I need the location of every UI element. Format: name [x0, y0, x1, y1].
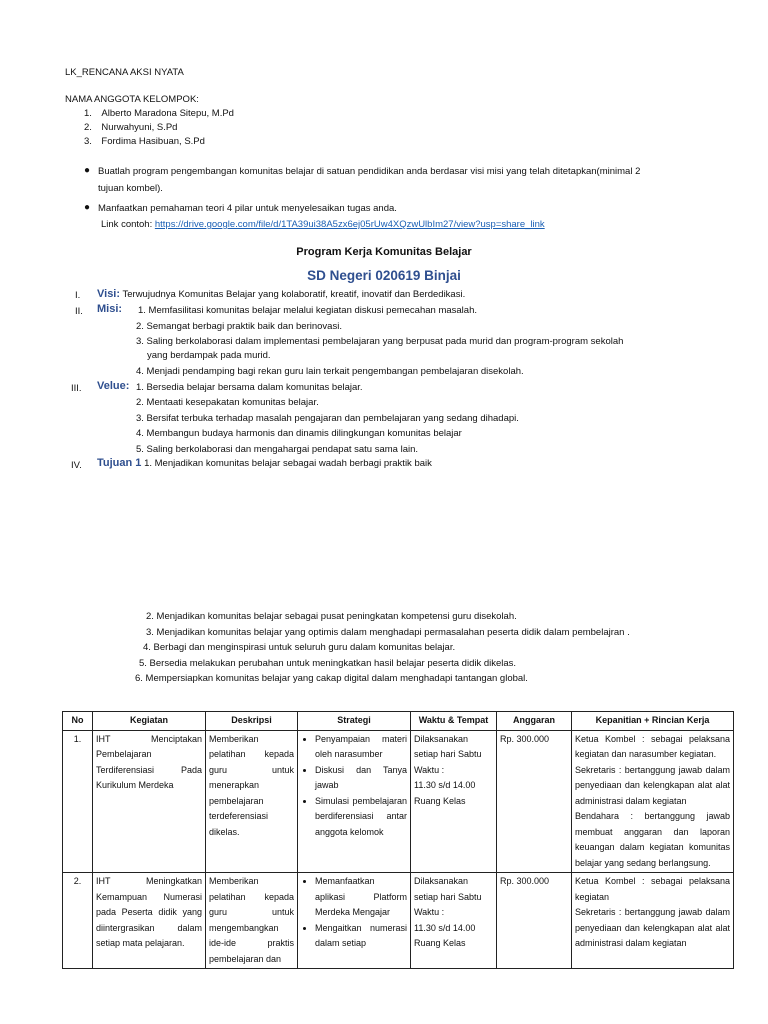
strategi-cell	[298, 873, 411, 969]
tujuan-item: 5. Bersedia melakukan perubahan untuk meningkatkan hasil belajar peserta didik dikelas.	[139, 658, 517, 669]
instruction-1: Buatlah program pengembangan komunitas belajar di satuan pendidikan anda berdasar visi misi yang telah ditetapkan(minimal 2	[98, 166, 641, 177]
column-header: Kepanitian + Rincian Kerja	[572, 712, 734, 731]
strategi-item: • Mengaitkan numerasi dalam setiap	[315, 921, 407, 952]
misi-item-cont: yang berdampak pada murid.	[147, 350, 271, 361]
column-header: Anggaran	[497, 712, 572, 731]
section-number: II.	[75, 306, 83, 317]
tujuan-item: 1. Menjadikan komunitas belajar sebagai wadah berbagi praktik baik	[144, 458, 432, 469]
strategi-item: • Diskusi dan Tanya jawab	[315, 763, 407, 794]
kepanitiaan-cell	[572, 873, 734, 969]
visi-text: Terwujudnya Komunitas Belajar yang kolaboratif, kreatif, inovatif dan Berdedikasi.	[122, 289, 466, 300]
member-item: 2. Nurwahyuni, S.Pd	[84, 122, 178, 133]
table-header-row	[63, 712, 734, 731]
bullet-icon: ●	[84, 165, 91, 176]
value-item: 2. Mentaati kesepakatan komunitas belajar.	[136, 397, 319, 408]
section-number: III.	[71, 383, 82, 394]
tujuan-item: 6. Mempersiapkan komunitas belajar yang cakap digital dalam menghadapi tantangan global.	[135, 673, 528, 684]
waktu-line: Dilaksanakan setiap hari Sabtu	[414, 876, 482, 902]
waktu-line: Waktu :	[414, 907, 445, 917]
anggaran-cell: Rp. 300.000	[497, 730, 572, 873]
visi-label: Visi:	[97, 288, 121, 300]
row-number: 1.	[63, 730, 93, 873]
row-number: 2.	[63, 873, 93, 969]
value-item: 3. Bersifat terbuka terhadap masalah pengajaran dan pembelajaran yang sedang dihadapi.	[136, 413, 519, 424]
visi-row	[97, 288, 465, 301]
misi-label: Misi:	[97, 303, 123, 315]
value-item: 4. Membangun budaya harmonis dan dinamis dilingkungan komunitas belajar	[136, 428, 462, 439]
member-item: 3. Fordima Hasibuan, S.Pd	[84, 136, 205, 147]
kegiatan-cell: IHT Meningkatkan Kemampuan Numerasi pada Peserta didik yang diintergrasikan dalam setiap mata pelajaran.	[93, 873, 206, 969]
strategi-cell	[298, 730, 411, 873]
misi-item: 3. Saling berkolaborasi dalam implementasi pembelajaran yang berpusat pada murid dan program-program sekolah	[136, 336, 624, 347]
waktu-line: Ruang Kelas	[414, 795, 466, 806]
column-header: No	[63, 712, 93, 731]
waktu-line: 11.30 s/d 14.00	[414, 780, 476, 790]
example-link-row	[101, 218, 545, 231]
table-row	[63, 730, 734, 873]
table-row	[63, 873, 734, 969]
deskripsi-cell: Memberikan pelatihan kepada guru untuk menerapkan pembelajaran terdeferensiasi dikelas.	[206, 730, 298, 873]
program-table	[62, 711, 734, 969]
kegiatan-cell: IHT Menciptakan Pembelajaran Terdiferensiasi Pada Kurikulum Merdeka	[93, 730, 206, 873]
column-header: Strategi	[298, 712, 411, 731]
kepanitiaan-line: Sekretaris : bertanggung jawab dalam penyediaan dan kelengkapan alat alat administrasi dalam kegiatan	[575, 907, 730, 948]
document-title: LK_RENCANA AKSI NYATA	[65, 67, 184, 78]
value-label: Velue:	[97, 380, 130, 392]
tujuan-label: Tujuan 1	[97, 457, 142, 469]
kepanitiaan-line: Bendahara : bertanggung jawab membuat anggaran dan laporan keuangan dalam kegiatan komunitas belajar yang sedang berlangsung.	[575, 811, 730, 868]
kepanitiaan-cell	[572, 730, 734, 873]
program-title: Program Kerja Komunitas Belajar	[296, 246, 472, 258]
kepanitiaan-line: Ketua Kombel : sebagai pelaksana kegiatan	[575, 876, 730, 902]
tujuan-item: 4. Berbagi dan menginspirasi untuk seluruh guru dalam komunitas belajar.	[143, 642, 456, 653]
waktu-line: Dilaksanakan setiap hari Sabtu	[414, 733, 482, 759]
section-number: I.	[75, 290, 81, 301]
bullet-icon: ●	[84, 202, 91, 213]
waktu-line: Ruang Kelas	[414, 938, 466, 948]
strategi-item: • Penyampaian materi oleh narasumber	[315, 732, 407, 763]
example-link[interactable]: https://drive.google.com/file/d/1TA39ui38A5zx6ej05rUw4XQzwUlbIm27/view?usp=share_link	[154, 219, 545, 230]
instruction-2: Manfaatkan pemahaman teori 4 pilar untuk menyelesaikan tugas anda.	[98, 203, 397, 214]
column-header: Waktu & Tempat	[411, 712, 497, 731]
waktu-cell	[411, 730, 497, 873]
waktu-line: Waktu :	[414, 764, 445, 775]
value-item: 5. Saling berkolaborasi dan mengahargai pendapat satu sama lain.	[136, 444, 419, 455]
tujuan-item: 3. Menjadikan komunitas belajar yang optimis dalam menghadapi permasalahan peserta didik dalam pembelajran .	[146, 627, 630, 638]
school-title: SD Negeri 020619 Binjai	[307, 268, 461, 283]
strategi-item: • Memanfaatkan aplikasi Platform Merdeka Mengajar	[315, 874, 407, 921]
member-item: 1. Alberto Maradona Sitepu, M.Pd	[84, 108, 234, 119]
misi-item: 2. Semangat berbagi praktik baik dan berinovasi.	[136, 321, 342, 332]
waktu-line: 11.30 s/d 14.00	[414, 922, 476, 933]
deskripsi-cell: Memberikan pelatihan kepada guru untuk mengembangkan ide-ide praktis pembelajaran dan	[206, 873, 298, 969]
column-header: Kegiatan	[93, 712, 206, 731]
kepanitiaan-line: Sekretaris : bertanggung jawab dalam penyediaan dan kelengkapan alat alat administrasi dalam kegiatan	[575, 764, 730, 806]
misi-item: 4. Menjadi pendamping bagi rekan guru lain terkait pengembangan pembelajaran disekolah.	[136, 366, 524, 377]
link-label: Link contoh:	[101, 219, 155, 230]
strategi-item: • Simulasi pembelajaran berdiferensiasi antar anggota kelomok	[315, 794, 407, 841]
column-header: Deskripsi	[206, 712, 298, 731]
kepanitiaan-line: Ketua Kombel : sebagai pelaksana kegiatan dan narasumber kegiatan.	[575, 733, 730, 759]
tujuan-item: 2. Menjadikan komunitas belajar sebagai pusat peningkatan kompetensi guru disekolah.	[146, 611, 517, 622]
anggaran-cell: Rp. 300.000	[497, 873, 572, 969]
value-item: 1. Bersedia belajar bersama dalam komunitas belajar.	[136, 382, 363, 393]
instruction-1-cont: tujuan kombel).	[98, 183, 163, 194]
members-label: NAMA ANGGOTA KELOMPOK:	[65, 94, 199, 105]
misi-item: 1. Memfasilitasi komunitas belajar melalui kegiatan diskusi pemecahan masalah.	[138, 305, 477, 316]
waktu-cell	[411, 873, 497, 969]
tujuan-row	[97, 457, 432, 470]
section-number: IV.	[71, 460, 82, 471]
